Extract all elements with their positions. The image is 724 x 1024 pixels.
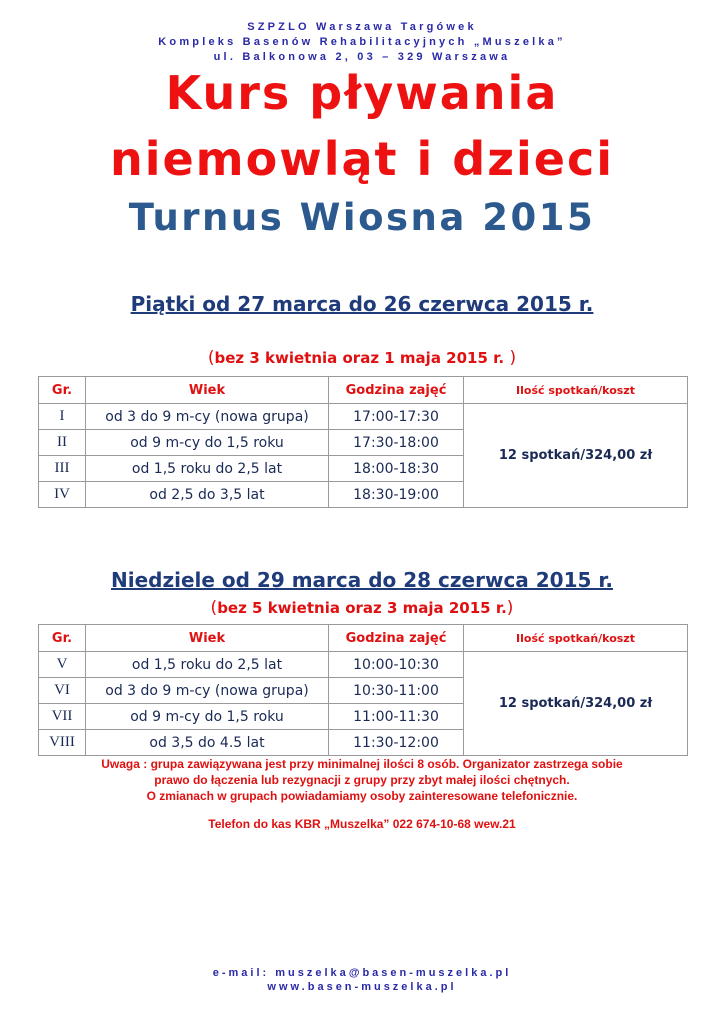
- age-cell: od 9 m-cy do 1,5 roku: [86, 704, 329, 730]
- time-cell: 17:00-17:30: [329, 404, 464, 430]
- age-cell: od 1,5 roku do 2,5 lat: [86, 652, 329, 678]
- group-cell: VIII: [39, 730, 86, 756]
- footer-email: e-mail: muszelka@basen-muszelka.pl: [212, 967, 512, 979]
- col-header-group: Gr.: [39, 377, 86, 404]
- address: ul. Balkonowa 2, 03 – 329 Warszawa: [213, 51, 511, 63]
- friday-heading: Piątki od 27 marca do 26 czerwca 2015 r.: [130, 292, 594, 316]
- title-line-1: Kurs pływania: [165, 66, 559, 120]
- age-cell: od 3 do 9 m-cy (nowa grupa): [86, 404, 329, 430]
- title-line-2: niemowląt i dzieci: [109, 132, 615, 186]
- sunday-exclusion: [0, 598, 724, 618]
- group-cell: VI: [39, 678, 86, 704]
- title-turnus: Turnus Wiosna 2015: [128, 196, 596, 239]
- note-line-2: prawo do łączenia lub rezygnacji z grupy przy zbyt małej ilości chętnych.: [154, 773, 570, 787]
- org-name: SZPZLO Warszawa Targówek: [247, 21, 477, 33]
- group-cell: II: [39, 430, 86, 456]
- sunday-schedule-table: [38, 624, 688, 756]
- footer-website: www.basen-muszelka.pl: [267, 981, 457, 993]
- age-cell: od 2,5 do 3,5 lat: [86, 482, 329, 508]
- age-cell: od 1,5 roku do 2,5 lat: [86, 456, 329, 482]
- paren-close: ): [506, 598, 514, 618]
- time-cell: 17:30-18:00: [329, 430, 464, 456]
- group-cell: VII: [39, 704, 86, 730]
- time-cell: 11:00-11:30: [329, 704, 464, 730]
- friday-exclusion: [0, 348, 724, 368]
- table-row: [39, 652, 688, 678]
- facility-name: Kompleks Basenów Rehabilitacyjnych „Muszelka”: [158, 36, 566, 48]
- age-cell: od 9 m-cy do 1,5 roku: [86, 430, 329, 456]
- col-header-cost: Ilość spotkań/koszt: [464, 377, 688, 404]
- group-cell: I: [39, 404, 86, 430]
- paren-close: ): [504, 348, 517, 368]
- age-cell: od 3,5 do 4.5 lat: [86, 730, 329, 756]
- table-header-row: [39, 377, 688, 404]
- col-header-group: Gr.: [39, 625, 86, 652]
- time-cell: 18:00-18:30: [329, 456, 464, 482]
- friday-exclusion-text: bez 3 kwietnia oraz 1 maja 2015 r.: [214, 349, 505, 367]
- col-header-time: Godzina zajęć: [329, 377, 464, 404]
- col-header-cost: Ilość spotkań/koszt: [464, 625, 688, 652]
- time-cell: 10:30-11:00: [329, 678, 464, 704]
- col-header-time: Godzina zajęć: [329, 625, 464, 652]
- age-cell: od 3 do 9 m-cy (nowa grupa): [86, 678, 329, 704]
- friday-schedule-table: [38, 376, 688, 508]
- col-header-age: Wiek: [86, 377, 329, 404]
- paren-open: (: [210, 598, 218, 618]
- table-header-row: [39, 625, 688, 652]
- col-header-age: Wiek: [86, 625, 329, 652]
- time-cell: 11:30-12:00: [329, 730, 464, 756]
- note-line-3: O zmianach w grupach powiadamiamy osoby zainteresowane telefonicznie.: [146, 789, 578, 803]
- phone-info: Telefon do kas KBR „Muszelka” 022 674-10-68 wew.21: [208, 817, 516, 831]
- note-line-1: Uwaga : grupa zawiązywana jest przy minimalnej ilości 8 osób. Organizator zastrzega sobie: [101, 757, 623, 771]
- cost-cell: 12 spotkań/324,00 zł: [464, 404, 688, 508]
- sunday-heading: Niedziele od 29 marca do 28 czerwca 2015 r.: [110, 568, 613, 592]
- sunday-exclusion-text: bez 5 kwietnia oraz 3 maja 2015 r.: [217, 599, 507, 617]
- group-cell: IV: [39, 482, 86, 508]
- cost-cell: 12 spotkań/324,00 zł: [464, 652, 688, 756]
- table-row: [39, 404, 688, 430]
- time-cell: 18:30-19:00: [329, 482, 464, 508]
- group-cell: III: [39, 456, 86, 482]
- paren-open: (: [207, 348, 215, 368]
- time-cell: 10:00-10:30: [329, 652, 464, 678]
- group-cell: V: [39, 652, 86, 678]
